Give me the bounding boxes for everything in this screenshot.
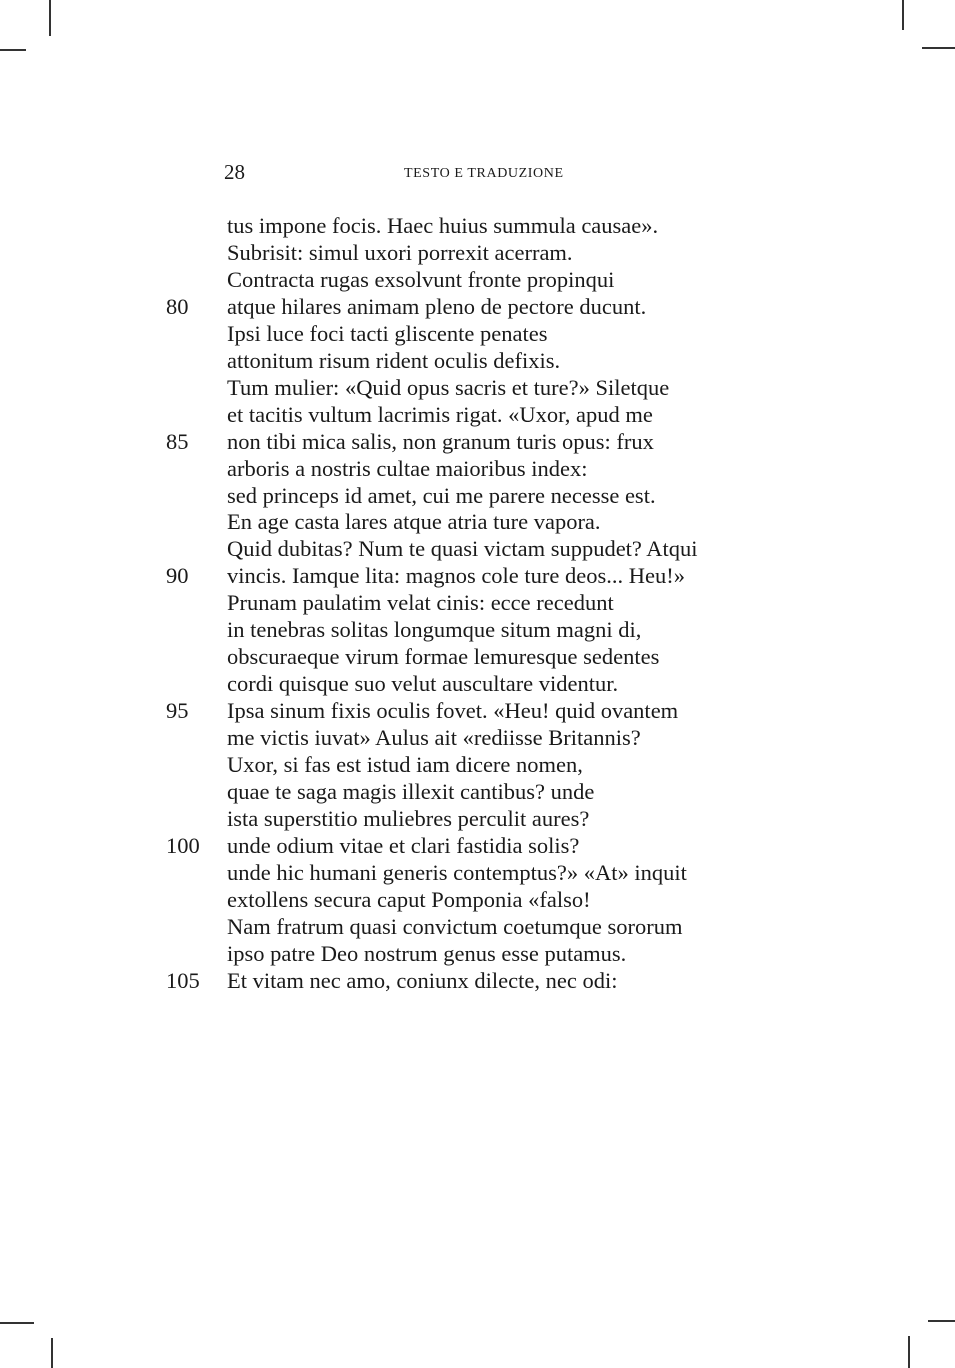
verse-line <box>0 562 955 589</box>
verse-line <box>0 347 955 374</box>
verse-text: Tum mulier: «Quid opus sacris et ture?» Siletque <box>227 374 670 400</box>
crop-mark-top-right-h <box>922 47 955 49</box>
verse-text: vincis. Iamque lita: magnos cole ture deos... Heu!» <box>227 563 685 589</box>
verse-text: et tacitis vultum lacrimis rigat. «Uxor, apud me <box>227 401 653 427</box>
verse-line <box>0 643 955 670</box>
verse-line <box>0 832 955 859</box>
line-number: 80 <box>166 293 189 319</box>
crop-mark-top-right-v <box>902 0 904 30</box>
verse-line <box>0 616 955 643</box>
line-number: 105 <box>166 967 200 993</box>
verse-text: Ipsi luce foci tacti gliscente penates <box>227 320 548 346</box>
verse-line <box>0 805 955 832</box>
verse-text: Ipsa sinum fixis oculis fovet. «Heu! quid ovantem <box>227 698 679 724</box>
line-number: 90 <box>166 563 189 589</box>
running-title: TESTO E TRADUZIONE <box>404 166 564 181</box>
crop-mark-top-left-h <box>0 49 26 51</box>
verse-line <box>0 293 955 320</box>
verse-text: non tibi mica salis, non granum turis opus: frux <box>227 428 654 454</box>
verse-text: extollens secura caput Pomponia «falso! <box>227 886 591 912</box>
verse-text: ista superstitio muliebres perculit aures? <box>227 805 590 831</box>
verse-line <box>0 482 955 509</box>
verse-text: Et vitam nec amo, coniunx dilecte, nec odi: <box>227 967 618 993</box>
line-number: 100 <box>166 832 200 858</box>
crop-mark-bottom-left-h <box>0 1322 34 1324</box>
verse-line <box>0 751 955 778</box>
verse-line <box>0 455 955 482</box>
verse-text: En age casta lares atque atria ture vapora. <box>227 509 601 535</box>
verse-text: sed princeps id amet, cui me parere necesse est. <box>227 482 656 508</box>
verse-text: attonitum risum rident oculis defixis. <box>227 347 561 373</box>
verse-text: obscuraeque virum formae lemuresque sedentes <box>227 644 660 670</box>
verse-text: ipso patre Deo nostrum genus esse putamus. <box>227 940 627 966</box>
verse-text: Nam fratrum quasi convictum coetumque sororum <box>227 913 683 939</box>
verse-line <box>0 589 955 616</box>
verse-text: me victis iuvat» Aulus ait «rediisse Britannis? <box>227 725 641 751</box>
verse-line <box>0 401 955 428</box>
verse-line <box>0 239 955 266</box>
verse-text: Subrisit: simul uxori porrexit acerram. <box>227 239 573 265</box>
verse-text: quae te saga magis illexit cantibus? unde <box>227 778 595 804</box>
verse-line <box>0 724 955 751</box>
verse-text: in tenebras solitas longumque situm magni di, <box>227 617 642 643</box>
crop-mark-bottom-right-v <box>908 1336 910 1368</box>
verse-text: atque hilares animam pleno de pectore ducunt. <box>227 293 647 319</box>
page-number: 28 <box>224 160 245 184</box>
verse-text: Prunam paulatim velat cinis: ecce recedunt <box>227 590 614 616</box>
line-number: 85 <box>166 428 189 454</box>
verse-text: cordi quisque suo velut auscultare videntur. <box>227 671 619 697</box>
verse-text: unde hic humani generis contemptus?» «At» inquit <box>227 859 687 885</box>
verse-line <box>0 428 955 455</box>
verse-line <box>0 535 955 562</box>
verse-line <box>0 886 955 913</box>
verse-text: Uxor, si fas est istud iam dicere nomen, <box>227 752 583 777</box>
verse-text: unde odium vitae et clari fastidia solis? <box>227 832 580 858</box>
verse-line <box>0 374 955 401</box>
verse-line <box>0 508 955 535</box>
crop-mark-bottom-right-h <box>928 1320 955 1322</box>
verse-line <box>0 940 955 967</box>
verse-line <box>0 967 955 994</box>
crop-mark-bottom-left-v <box>51 1338 53 1368</box>
verse-line <box>0 670 955 697</box>
verse-line <box>0 859 955 886</box>
crop-mark-top-left-v <box>49 0 51 36</box>
verse-line <box>0 266 955 293</box>
verse-line <box>0 913 955 940</box>
verse-text: tus impone focis. Haec huius summula causae». <box>227 213 659 238</box>
line-number: 95 <box>166 698 189 724</box>
verse-line <box>0 320 955 347</box>
verse-line <box>0 212 955 239</box>
verse-text: Contracta rugas exsolvunt fronte propinqui <box>227 266 615 292</box>
verse-text: arboris a nostris cultae maioribus index: <box>227 455 588 481</box>
verse-text: Quid dubitas? Num te quasi victam suppudet? Atqui <box>227 536 698 562</box>
verse-line <box>0 697 955 724</box>
verse-line <box>0 778 955 805</box>
